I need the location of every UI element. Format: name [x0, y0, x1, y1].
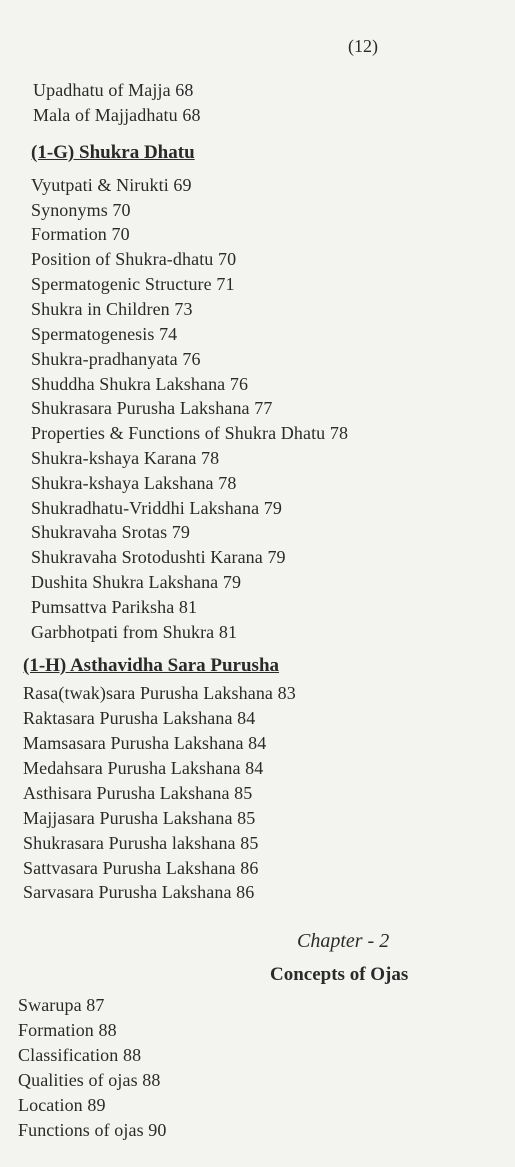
toc-entry: Classification 88	[18, 1045, 142, 1065]
toc-entry: Location 89	[18, 1095, 106, 1115]
toc-entry: Asthisara Purusha Lakshana 85	[23, 783, 253, 803]
toc-entry: Shukravaha Srotodushti Karana 79	[31, 547, 286, 567]
toc-entry: Properties & Functions of Shukra Dhatu 78	[31, 423, 349, 443]
toc-entry: Functions of ojas 90	[18, 1120, 167, 1140]
toc-entry: Shukravaha Srotas 79	[31, 522, 190, 542]
section-heading-sara: (1-H) Asthavidha Sara Purusha	[23, 655, 280, 676]
toc-entry: Medahsara Purusha Lakshana 84	[23, 758, 264, 778]
toc-entry: Pumsattva Pariksha 81	[31, 597, 198, 617]
toc-entry: Position of Shukra-dhatu 70	[31, 249, 237, 269]
toc-entry: Qualities of ojas 88	[18, 1070, 161, 1090]
toc-entry: Synonyms 70	[31, 200, 131, 220]
toc-entry: Sarvasara Purusha Lakshana 86	[23, 882, 255, 902]
toc-entry: Shukradhatu-Vriddhi Lakshana 79	[31, 498, 282, 518]
toc-entry: Raktasara Purusha Lakshana 84	[23, 708, 256, 728]
toc-entry: Shuddha Shukra Lakshana 76	[31, 374, 249, 394]
toc-entry: Mala of Majjadhatu 68	[33, 105, 201, 125]
toc-entry: Shukra-pradhanyata 76	[31, 349, 201, 369]
toc-entry: Formation 88	[18, 1020, 117, 1040]
toc-entry: Dushita Shukra Lakshana 79	[31, 572, 242, 592]
toc-entry: Shukra in Children 73	[31, 299, 193, 319]
toc-entry: Shukrasara Purusha lakshana 85	[23, 833, 259, 853]
toc-entry: Shukra-kshaya Lakshana 78	[31, 473, 237, 493]
page-number: (12)	[348, 36, 378, 56]
chapter-label: Chapter - 2	[297, 930, 390, 952]
toc-entry: Shukra-kshaya Karana 78	[31, 448, 220, 468]
toc-entry: Mamsasara Purusha Lakshana 84	[23, 733, 267, 753]
toc-entry: Swarupa 87	[18, 995, 105, 1015]
toc-entry: Garbhotpati from Shukra 81	[31, 622, 238, 642]
toc-entry: Spermatogenic Structure 71	[31, 274, 235, 294]
chapter-title: Concepts of Ojas	[270, 964, 409, 985]
toc-entry: Shukrasara Purusha Lakshana 77	[31, 398, 273, 418]
toc-entry: Vyutpati & Nirukti 69	[31, 175, 192, 195]
section-heading-shukra: (1-G) Shukra Dhatu	[31, 142, 195, 163]
toc-entry: Spermatogenesis 74	[31, 324, 178, 344]
toc-entry: Sattvasara Purusha Lakshana 86	[23, 858, 259, 878]
toc-entry: Upadhatu of Majja 68	[33, 80, 194, 100]
toc-entry: Rasa(twak)sara Purusha Lakshana 83	[23, 683, 296, 703]
toc-entry: Majjasara Purusha Lakshana 85	[23, 808, 256, 828]
toc-entry: Formation 70	[31, 224, 130, 244]
